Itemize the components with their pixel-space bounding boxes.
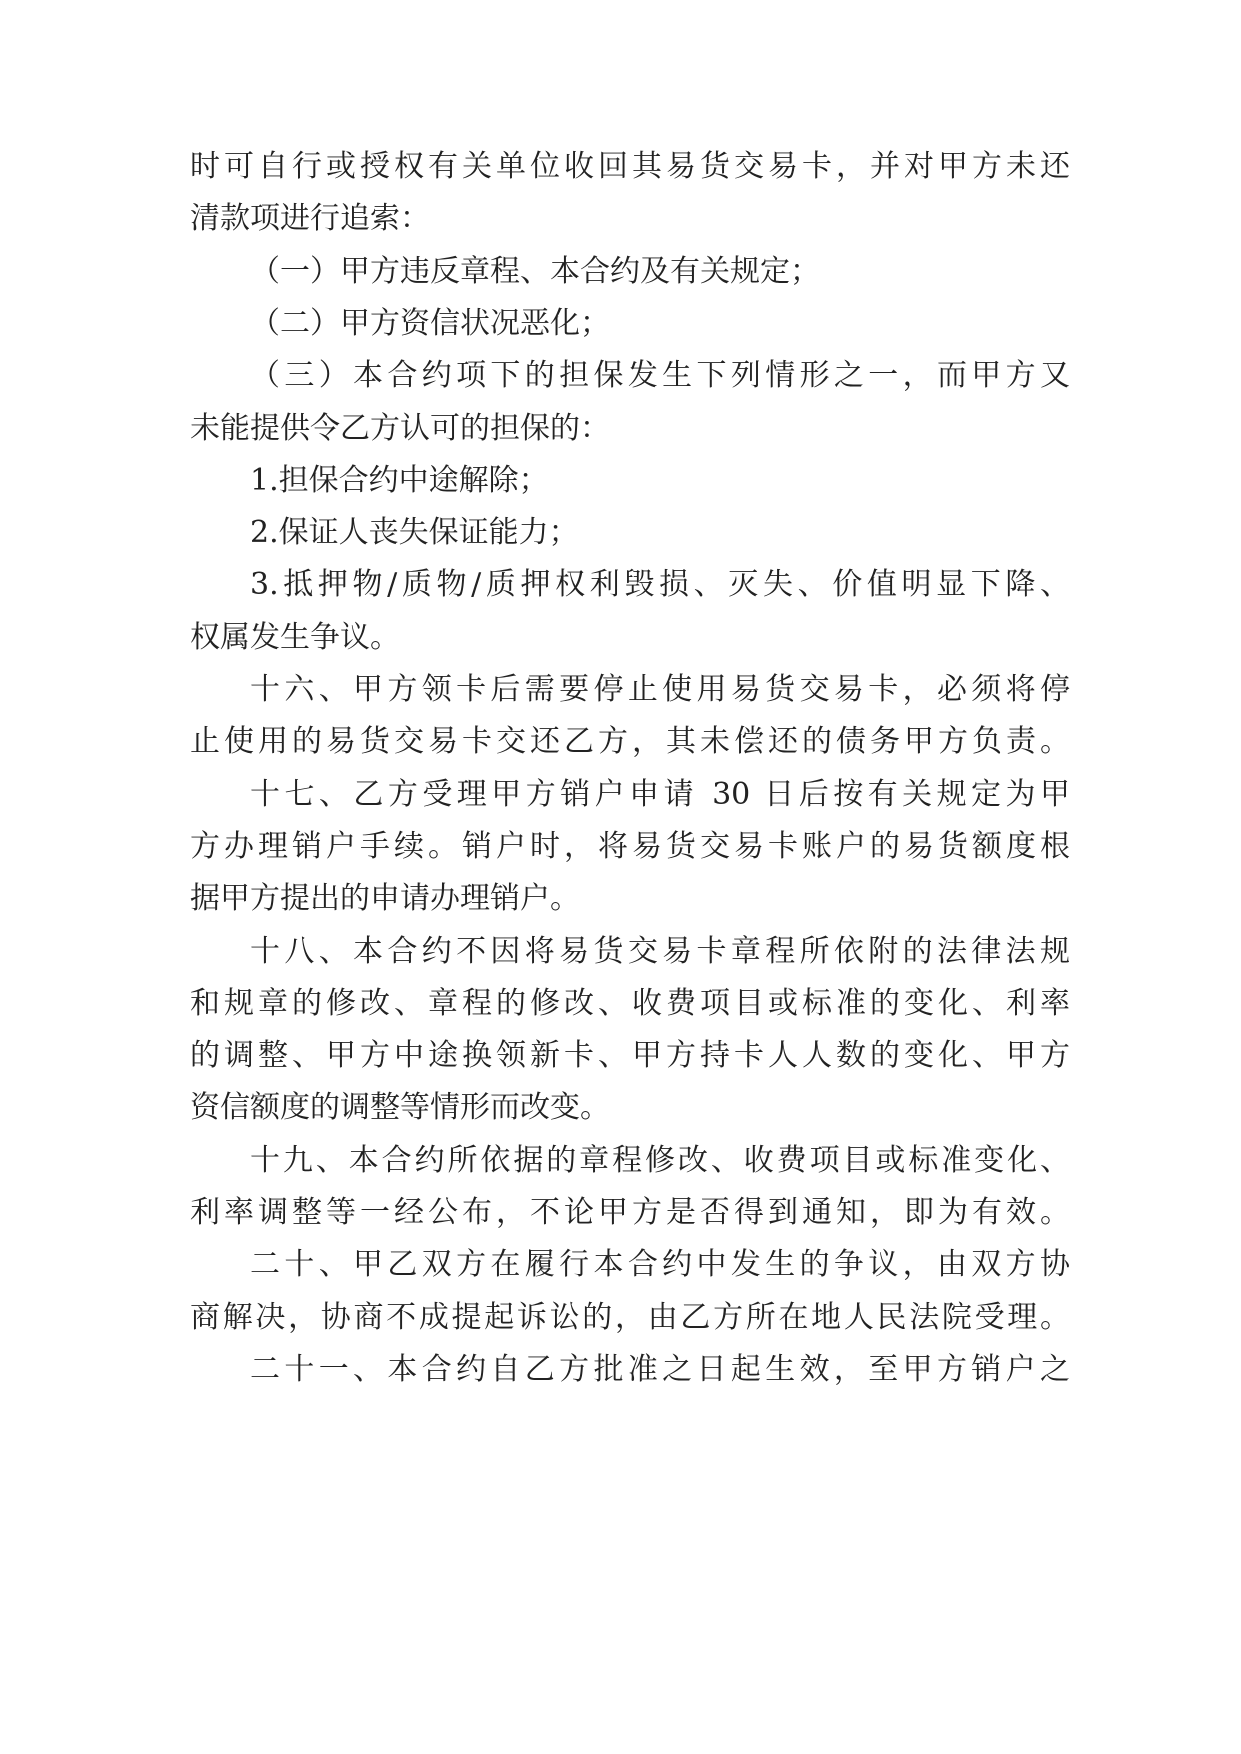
text-line: 商解决，协商不成提起诉讼的，由乙方所在地人民法院受理。: [190, 1299, 1070, 1335]
text-line: 利率调整等一经公布，不论甲方是否得到通知，即为有效。: [190, 1195, 1070, 1230]
text-line: 1.担保合约中途解除；: [250, 462, 549, 498]
text-line: 十六、甲方领卡后需要停止使用易货交易卡，必须将停: [250, 672, 1070, 707]
text-line: （三）本合约项下的担保发生下列情形之一，而甲方又: [250, 358, 1070, 394]
text-line: 3.抵押物/质物/质押权利毁损、灭失、价值明显下降、: [250, 567, 1070, 603]
text-line: 二十、甲乙双方在履行本合约中发生的争议，由双方协: [250, 1247, 1070, 1283]
text-line: （二）甲方资信状况恶化；: [250, 305, 610, 341]
text-line: 资信额度的调整等情形而改变。: [190, 1090, 610, 1126]
text-line: 二十一、本合约自乙方批准之日起生效，至甲方销户之: [250, 1351, 1070, 1387]
text-line: 和规章的修改、章程的修改、收费项目或标准的变化、利率: [190, 985, 1070, 1021]
text-line: 方办理销户手续。销户时，将易货交易卡账户的易货额度根: [190, 828, 1070, 864]
text-line: 清款项进行追索：: [190, 201, 430, 237]
text-line: 时可自行或授权有关单位收回其易货交易卡，并对甲方未还: [190, 149, 1070, 184]
text-line: 的调整、甲方中途换领新卡、甲方持卡人人数的变化、甲方: [190, 1038, 1070, 1074]
text-line: 十七、乙方受理甲方销户申请 30 日后按有关规定为甲: [250, 776, 1070, 812]
text-line: 未能提供令乙方认可的担保的：: [190, 410, 610, 446]
text-line: 据甲方提出的申请办理销户。: [190, 881, 580, 917]
text-line: 2.保证人丧失保证能力；: [250, 515, 579, 551]
text-line: （一）甲方违反章程、本合约及有关规定；: [250, 253, 820, 289]
text-line: 十九、本合约所依据的章程修改、收费项目或标准变化、: [250, 1142, 1070, 1178]
text-line: 权属发生争议。: [190, 619, 400, 655]
text-line: 止使用的易货交易卡交还乙方，其未偿还的债务甲方负责。: [190, 724, 1070, 760]
text-line: 十八、本合约不因将易货交易卡章程所依附的法律法规: [250, 933, 1070, 969]
